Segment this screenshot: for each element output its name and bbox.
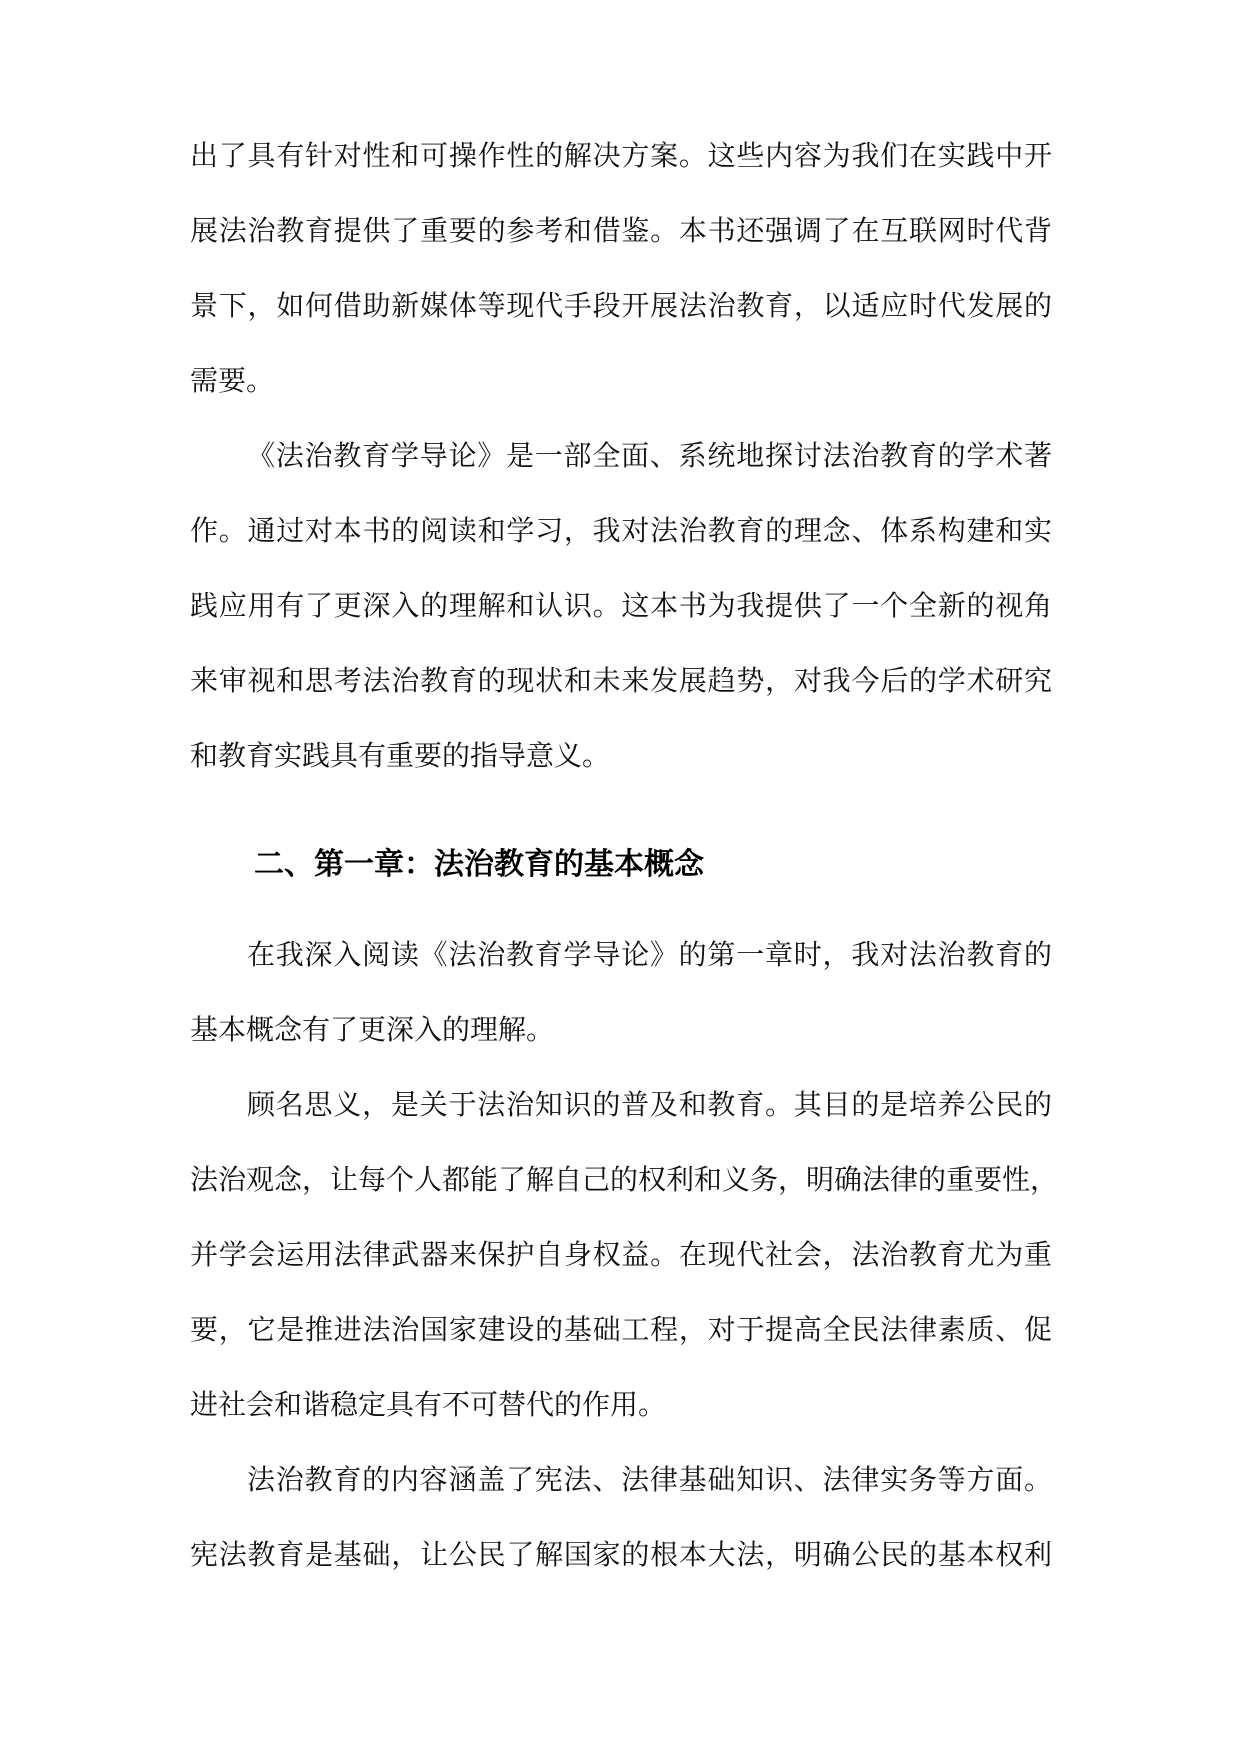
paragraph-line: 需要。 [190, 364, 275, 397]
paragraph-line: 景下，如何借助新媒体等现代手段开展法治教育，以适应时代发展的 [190, 289, 1052, 322]
paragraph-line: 作。通过对本书的阅读和学习，我对法治教育的理念、体系构建和实 [190, 514, 1052, 547]
paragraph-line: 在我深入阅读《法治教育学导论》的第一章时，我对法治教育的 [247, 938, 1052, 971]
paragraph-line: 来审视和思考法治教育的现状和未来发展趋势，对我今后的学术研究 [190, 664, 1052, 697]
paragraph-line: 出了具有针对性和可操作性的解决方案。这些内容为我们在实践中开 [190, 139, 1052, 172]
paragraph-line: 进社会和谐稳定具有不可替代的作用。 [190, 1388, 667, 1421]
paragraph-line: 并学会运用法律武器来保护自身权益。在现代社会，法治教育尤为重 [190, 1238, 1052, 1271]
paragraph-line: 《法治教育学导论》是一部全面、系统地探讨法治教育的学术著 [247, 439, 1052, 472]
paragraph-line: 基本概念有了更深入的理解。 [190, 1013, 555, 1046]
paragraph-line: 顾名思义，是关于法治知识的普及和教育。其目的是培养公民的 [247, 1088, 1052, 1121]
paragraph-line: 要，它是推进法治国家建设的基础工程，对于提高全民法律素质、促 [190, 1313, 1052, 1346]
section-heading: 二、第一章：法治教育的基本概念 [254, 847, 704, 882]
paragraph-line: 践应用有了更深入的理解和认识。这本书为我提供了一个全新的视角 [190, 589, 1052, 622]
paragraph-line: 展法治教育提供了重要的参考和借鉴。本书还强调了在互联网时代背 [190, 214, 1052, 247]
paragraph-line: 和教育实践具有重要的指导意义。 [190, 739, 611, 772]
paragraph-line: 宪法教育是基础，让公民了解国家的根本大法，明确公民的基本权利 [190, 1538, 1052, 1571]
paragraph-line: 法治观念，让每个人都能了解自己的权利和义务，明确法律的重要性， [190, 1163, 1059, 1196]
paragraph-line: 法治教育的内容涵盖了宪法、法律基础知识、法律实务等方面。 [247, 1463, 1052, 1496]
